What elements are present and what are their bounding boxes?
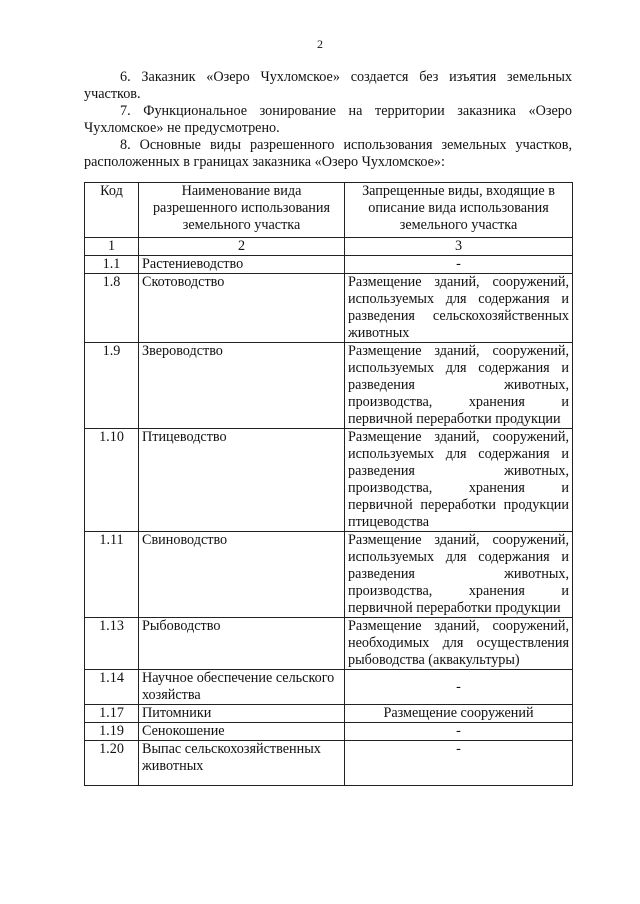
row-name: Птицеводство xyxy=(139,429,345,532)
paragraph-8 xyxy=(84,137,572,171)
page-number: 2 xyxy=(317,37,323,51)
column-number: 2 xyxy=(139,238,345,256)
row-prohibited: - xyxy=(345,723,573,741)
column-number: 1 xyxy=(85,238,139,256)
row-code: 1.1 xyxy=(85,256,139,274)
header-code: Код xyxy=(85,183,139,238)
row-prohibited: Размещение зданий, сооружений, используемых для содержания и разведения животных, производства, хранения и первичной переработки продукции птицеводства xyxy=(345,429,573,532)
table-row xyxy=(85,670,573,705)
row-code: 1.13 xyxy=(85,618,139,670)
row-name: Питомники xyxy=(139,705,345,723)
row-prohibited: Размещение зданий, сооружений, необходимых для осуществления рыбоводства (аквакультуры) xyxy=(345,618,573,670)
table-header-row xyxy=(85,183,573,238)
row-name: Научное обеспечение сельского хозяйства xyxy=(139,670,345,705)
column-number: 3 xyxy=(345,238,573,256)
row-code: 1.17 xyxy=(85,705,139,723)
row-code: 1.9 xyxy=(85,343,139,429)
row-name: Растениеводство xyxy=(139,256,345,274)
paragraph-7-text: 7. Функциональное зонирование на территории заказника «Озеро Чухломское» не предусмотрено. xyxy=(84,103,572,136)
paragraph-6-text: 6. Заказник «Озеро Чухломское» создается без изъятия земельных участков. xyxy=(84,69,572,102)
paragraph-7 xyxy=(84,103,572,137)
column-number-row xyxy=(85,238,573,256)
table-row xyxy=(85,256,573,274)
table-row xyxy=(85,705,573,723)
table-row xyxy=(85,532,573,618)
table-row xyxy=(85,343,573,429)
row-code: 1.20 xyxy=(85,741,139,786)
table-row xyxy=(85,618,573,670)
row-name: Скотоводство xyxy=(139,274,345,343)
land-use-table xyxy=(84,182,573,786)
row-prohibited: - xyxy=(345,256,573,274)
table-row xyxy=(85,741,573,786)
row-name: Выпас сельскохозяйственных животных xyxy=(139,741,345,786)
row-name: Сенокошение xyxy=(139,723,345,741)
table-row xyxy=(85,274,573,343)
header-name: Наименование вида разрешенного использования земельного участка xyxy=(139,183,345,238)
row-name: Свиноводство xyxy=(139,532,345,618)
row-code: 1.14 xyxy=(85,670,139,705)
table-row xyxy=(85,723,573,741)
row-code: 1.10 xyxy=(85,429,139,532)
header-prohibited: Запрещенные виды, входящие в описание вида использования земельного участка xyxy=(345,183,573,238)
row-code: 1.19 xyxy=(85,723,139,741)
row-prohibited: Размещение зданий, сооружений, используемых для содержания и разведения сельскохозяйственных животных xyxy=(345,274,573,343)
row-name: Звероводство xyxy=(139,343,345,429)
row-code: 1.8 xyxy=(85,274,139,343)
paragraph-6 xyxy=(84,69,572,103)
table-row xyxy=(85,429,573,532)
row-prohibited: Размещение зданий, сооружений, используемых для содержания и разведения животных, производства, хранения и первичной переработки продукции xyxy=(345,343,573,429)
row-code: 1.11 xyxy=(85,532,139,618)
row-prohibited: Размещение сооружений xyxy=(345,705,573,723)
row-prohibited: - xyxy=(345,670,573,705)
row-name: Рыбоводство xyxy=(139,618,345,670)
row-prohibited: Размещение зданий, сооружений, используемых для содержания и разведения животных, производства, хранения и первичной переработки продукции xyxy=(345,532,573,618)
row-prohibited: - xyxy=(345,741,573,786)
paragraph-8-text: 8. Основные виды разрешенного использования земельных участков, расположенных в границах заказника «Озеро Чухломское»: xyxy=(84,137,572,170)
